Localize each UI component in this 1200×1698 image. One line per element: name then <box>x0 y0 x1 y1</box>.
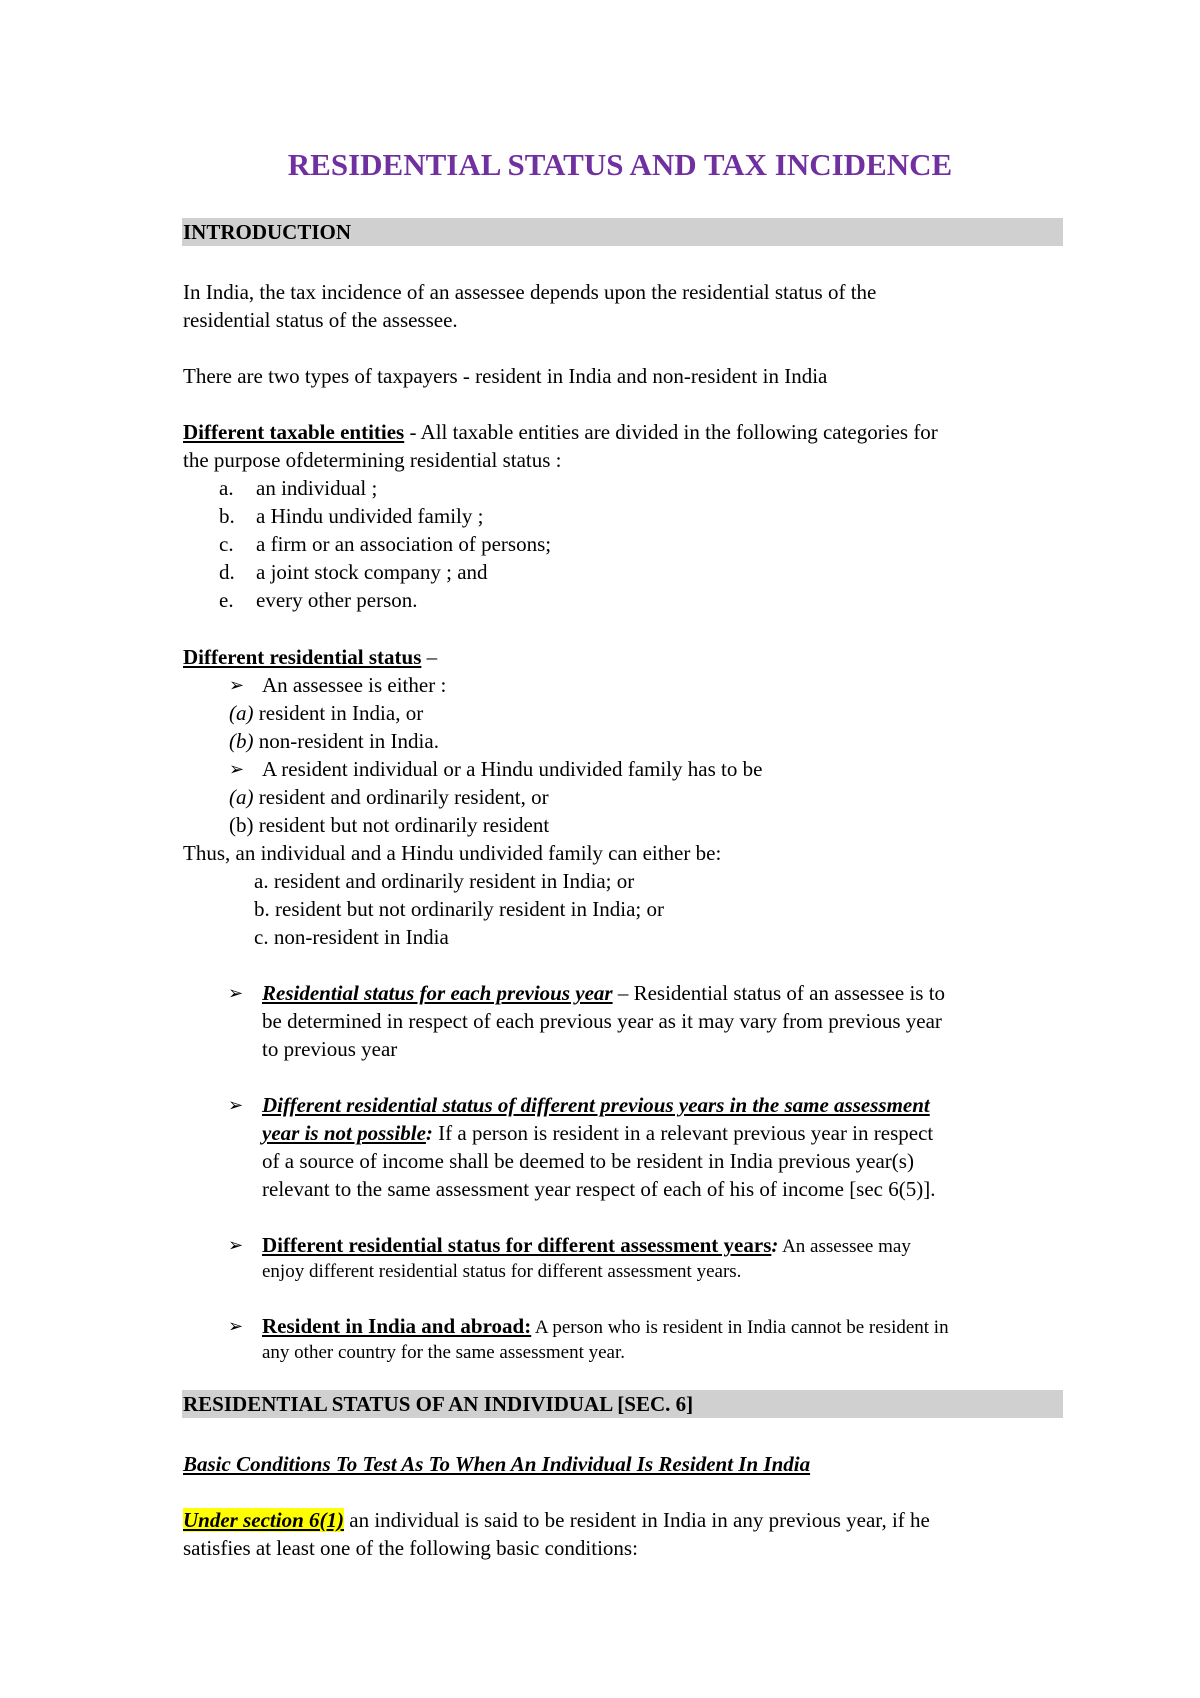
entity-marker: c. <box>219 532 234 556</box>
point-2-line-3: of a source of income shall be deemed to be resident in India previous year(s) <box>262 1149 914 1173</box>
status-option-a <box>229 699 423 727</box>
status-option-b <box>229 727 439 755</box>
section-heading-text: RESIDENTIAL STATUS OF AN INDIVIDUAL [SEC. 6] <box>183 1392 694 1416</box>
intro-line-1: In India, the tax incidence of an assessee depends upon the residential status of the <box>183 280 877 304</box>
status-heading <box>183 643 437 671</box>
entity-item: a firm or an association of persons; <box>256 532 552 556</box>
point-1-line-1 <box>262 979 945 1007</box>
point-1-label: Residential status for each previous year <box>262 981 613 1005</box>
status-dash: – <box>421 645 438 669</box>
basic-line-1 <box>183 1506 930 1534</box>
entity-marker: a. <box>219 476 234 500</box>
basic-line-2: satisfies at least one of the following basic conditions: <box>183 1536 638 1560</box>
arrow-bullet-icon: ➢ <box>228 1316 244 1336</box>
arrow-bullet-icon: ➢ <box>228 983 244 1003</box>
entity-marker: e. <box>219 588 234 612</box>
section-heading-individual <box>182 1390 1063 1418</box>
section-heading-introduction <box>182 218 1063 246</box>
status-label: Different residential status <box>183 645 422 669</box>
point-3-colon: : <box>771 1233 779 1257</box>
entities-text: - All taxable entities are divided in the following categories for <box>404 420 938 444</box>
entity-item: an individual ; <box>256 476 378 500</box>
point-2-line-2 <box>262 1119 933 1147</box>
option-marker: (a) <box>229 785 254 809</box>
basic-text: an individual is said to be resident in India in any previous year, if he <box>344 1508 930 1532</box>
section-heading-text: INTRODUCTION <box>183 220 352 244</box>
point-2-colon: : <box>425 1121 433 1145</box>
option-marker: (a) <box>229 701 254 725</box>
entity-item: every other person. <box>256 588 418 612</box>
entities-label: Different taxable entities <box>183 420 405 444</box>
status-option-b: (b) resident but not ordinarily resident <box>229 813 550 837</box>
point-2-text: If a person is resident in a relevant previous year in respect <box>432 1121 934 1145</box>
status-bullet-2: A resident individual or a Hindu undivided family has to be <box>262 757 763 781</box>
point-3-line-1 <box>262 1231 911 1261</box>
point-1-line-2: be determined in respect of each previous year as it may vary from previous year <box>262 1009 942 1033</box>
point-2-line-1 <box>262 1091 930 1119</box>
point-1-line-3: to previous year <box>262 1037 398 1061</box>
thus-line: Thus, an individual and a Hindu undivided family can either be: <box>183 841 722 865</box>
arrow-bullet-icon: ➢ <box>228 1095 244 1115</box>
option-text: resident in India, or <box>253 701 424 725</box>
point-1-text: – Residential status of an assessee is to <box>612 981 946 1005</box>
point-2-label-end: year is not possible <box>262 1121 426 1145</box>
basic-conditions-heading: Basic Conditions To Test As To When An Individual Is Resident In India <box>183 1452 811 1476</box>
arrow-bullet-icon: ➢ <box>229 759 245 779</box>
entity-marker: b. <box>219 504 235 528</box>
status-bullet-1: An assessee is either : <box>262 673 447 697</box>
option-text: non-resident in India. <box>253 729 439 753</box>
arrow-bullet-icon: ➢ <box>228 1235 244 1255</box>
point-3-line-2: enjoy different residential status for different assessment years. <box>262 1261 742 1282</box>
entity-item: a joint stock company ; and <box>256 560 488 584</box>
option-marker: (b) <box>229 729 254 753</box>
intro-line-2: residential status of the assessee. <box>183 308 458 332</box>
point-4-label: Resident in India and abroad: <box>262 1314 532 1338</box>
page-title: RESIDENTIAL STATUS AND TAX INCIDENCE <box>287 147 953 182</box>
entity-item: a Hindu undivided family ; <box>256 504 484 528</box>
arrow-bullet-icon: ➢ <box>229 675 245 695</box>
point-2-line-4: relevant to the same assessment year respect of each of his of income [sec 6(5)]. <box>262 1177 936 1201</box>
point-4-text: A person who is resident in India cannot be resident in <box>531 1317 949 1338</box>
thus-item: a. resident and ordinarily resident in India; or <box>254 869 635 893</box>
thus-item: b. resident but not ordinarily resident in India; or <box>254 897 664 921</box>
taxpayer-types: There are two types of taxpayers - resident in India and non-resident in India <box>183 364 828 388</box>
section-reference-highlight: Under section 6(1) <box>183 1508 344 1532</box>
entity-marker: d. <box>219 560 235 584</box>
point-4-line-2: any other country for the same assessment year. <box>262 1342 625 1363</box>
status-option-a <box>229 783 549 811</box>
point-3-label: Different residential status for different assessment years <box>262 1233 772 1257</box>
entities-text-2: the purpose ofdetermining residential status : <box>183 448 562 472</box>
option-text: resident and ordinarily resident, or <box>253 785 549 809</box>
thus-item: c. non-resident in India <box>254 925 449 949</box>
point-3-text: An assessee may <box>778 1236 911 1257</box>
point-2-label: Different residential status of different previous years in the same assessment <box>262 1093 930 1117</box>
point-4-line-1 <box>262 1312 949 1342</box>
entities-paragraph <box>183 418 938 446</box>
